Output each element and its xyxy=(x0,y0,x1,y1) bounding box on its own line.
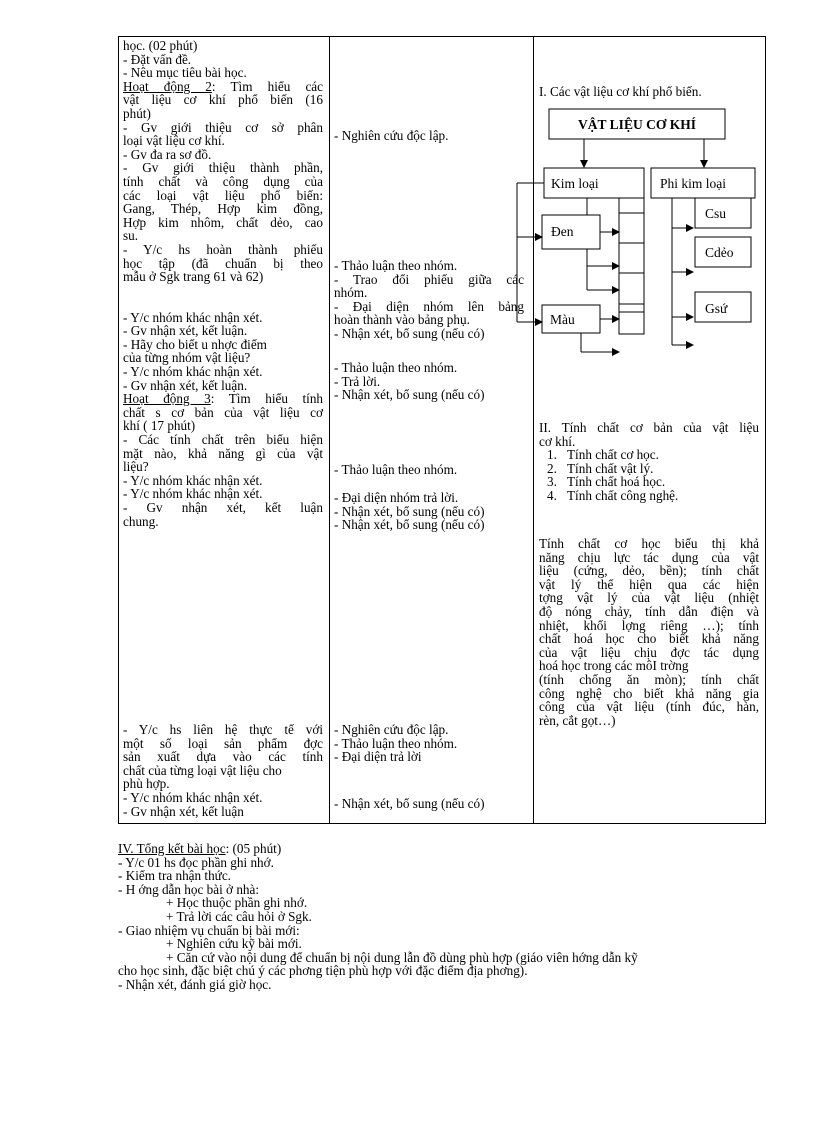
text-line: (tính chống ăn mòn); tính chất xyxy=(539,671,759,687)
text-line: + Trả lời các câu hỏi ở Sgk. xyxy=(166,908,312,924)
text-line: vật lý thể hiện qua các hiện xyxy=(539,576,759,592)
text-line: Hợp kim nhôm, chất dẻo, cao xyxy=(123,214,323,230)
text-line: - Y/c 01 hs đọc phần ghi nhớ. xyxy=(118,854,274,870)
activity-heading: Hoạt động 2: Tìm hiểu các xyxy=(123,78,324,94)
list-item: 2. Tính chất vật lý. xyxy=(547,460,654,476)
text-line: Gang, Thép, Hợp kim đồng, xyxy=(123,201,323,217)
text-line: - Nghiên cứu độc lập. xyxy=(334,722,449,737)
text-line: + Nghiên cứu kỹ bài mới. xyxy=(166,936,302,952)
text-line: - Gv nhận xét, kết luận. xyxy=(123,377,248,393)
properties-paragraph xyxy=(539,537,759,727)
text-line: - Đặt vấn đề. xyxy=(123,51,192,67)
text-line: - Nhận xét, bổ sung (nếu có) xyxy=(334,325,485,341)
list-item: 3. Tính chất hoá học. xyxy=(547,474,666,490)
text-line: nhiệt, khối lợng riêng …); tính xyxy=(539,617,759,633)
text-line: một số loại sản phẩm đợc xyxy=(123,735,323,751)
text-line: - Nhận xét, đánh giá giờ học. xyxy=(118,976,272,992)
text-line: - Đại diện nhóm trả lời. xyxy=(334,490,459,505)
text-line: chung. xyxy=(123,513,159,529)
text-line: Tính chất cơ học biểu thị khả xyxy=(539,536,759,551)
text-line: - Gv nhận xét, kết luận xyxy=(123,803,244,819)
text-line: - Hãy cho biết u nhợc điểm xyxy=(123,336,267,352)
text-line: khí ( 17 phút) xyxy=(123,418,196,434)
text-line: công của vật liệu (tính đúc, hàn, xyxy=(539,699,759,715)
text-line: - H ớng dẫn học bài ở nhà: xyxy=(118,881,260,897)
content-column xyxy=(539,37,759,823)
properties-section xyxy=(539,421,759,503)
section-heading: II. Tính chất cơ bản của vật liệu xyxy=(539,420,759,435)
properties-list xyxy=(539,448,759,502)
text-line: hoá học trong các môI trờng xyxy=(539,658,689,674)
text-line: - Nghiên cứu độc lập. xyxy=(334,128,449,143)
text-line: - Y/c nhóm khác nhận xét. xyxy=(123,472,263,488)
text-line: - Thảo luận theo nhóm. xyxy=(334,462,458,477)
csu-label: Csu xyxy=(705,206,727,221)
gsu-label: Gsứ xyxy=(705,301,728,316)
text-line: - Y/c nhóm khác nhận xét. xyxy=(123,486,263,502)
text-line: sản xuất dựa vào các tính xyxy=(123,749,323,765)
text-line: phút) xyxy=(123,105,151,121)
text-line: - Nhận xét, bổ sung (nếu có) xyxy=(334,796,485,811)
text-line: của vật liệu chịu đợc tác dụng xyxy=(539,644,759,660)
den-label: Đen xyxy=(551,224,574,239)
cdeo-label: Cdẻo xyxy=(705,245,734,260)
materials-diagram xyxy=(119,37,767,380)
text-line: - Trả lời. xyxy=(334,373,381,389)
list-item: 4. Tính chất công nghệ. xyxy=(547,487,679,503)
text-line: công nghệ cho biết khả năng gia xyxy=(539,685,759,701)
text-line: liệu? xyxy=(123,459,149,475)
text-line: - Trao đổi phiếu giữa các xyxy=(334,271,524,287)
text-line: các loại vật liệu phổ biến: xyxy=(123,187,323,203)
text-line: loại vật liệu cơ khí. xyxy=(123,133,225,149)
text-line: - Y/c hs hoàn thành phiếu xyxy=(123,241,323,257)
text-line: học. (02 phút) xyxy=(123,38,198,53)
text-line: - Gv nhận xét, kết luận xyxy=(123,500,323,515)
text-line: - Gv đa ra sơ đồ. xyxy=(123,146,212,162)
text-line: hoàn thành vào bảng phụ. xyxy=(334,312,470,328)
text-line: mẫu ở Sgk trang 61 và 62) xyxy=(123,269,264,285)
text-line: tính chất và công dụng của xyxy=(123,173,323,189)
text-line: độ nóng chảy, tính dẫn điện và xyxy=(539,603,759,619)
text-line: - Y/c nhóm khác nhận xét. xyxy=(123,789,263,805)
mau-label: Màu xyxy=(550,312,575,327)
text-line: - Y/c hs liên hệ thực tế với xyxy=(123,722,323,737)
diagram-root-label: VẬT LIỆU CƠ KHÍ xyxy=(578,117,696,132)
text-line: chất của từng loại vật liệu cho xyxy=(123,762,282,778)
text-line: - Nhận xét, bổ sung (nếu có) xyxy=(334,517,485,533)
text-line: - Y/c nhóm khác nhận xét. xyxy=(123,364,263,380)
text-line: - Nhận xét, bổ sung (nếu có) xyxy=(334,503,485,519)
text-line: - Nhận xét, bổ sung (nếu có) xyxy=(334,387,485,403)
phi-kim-loai-label: Phi kim loại xyxy=(660,176,727,191)
section-heading: I. Các vật liệu cơ khí phổ biến. xyxy=(539,84,702,99)
section-heading: cơ khí. xyxy=(539,433,576,449)
text-line: phù hợp. xyxy=(123,776,170,792)
lesson-table xyxy=(118,36,766,824)
text-line: - Thảo luận theo nhóm. xyxy=(334,735,458,751)
text-line: nhóm. xyxy=(334,285,368,301)
text-line: rèn, cắt gọt…) xyxy=(539,712,616,728)
text-line: mặt nào, khả năng gì của vật xyxy=(123,445,323,461)
text-line: - Giao nhiệm vụ chuẩn bị bài mới: xyxy=(118,922,300,938)
activity-heading: Hoạt động 3: Tìm hiểu tính xyxy=(123,391,324,407)
text-line: - Gv giới thiệu thành phần, xyxy=(123,160,323,176)
text-line: - Kiểm tra nhận thức. xyxy=(118,868,231,884)
text-line: tợng vật lý của vật liệu (nhiệt xyxy=(539,590,759,606)
den-subgroup xyxy=(619,198,644,312)
text-line: chất s cơ bản của vật liệu cơ xyxy=(123,404,323,420)
text-line: su. xyxy=(123,228,139,244)
text-line: - Đại diện trả lời xyxy=(334,749,422,765)
kim-loai-label: Kim loại xyxy=(551,176,599,191)
text-line: - Thảo luận theo nhóm. xyxy=(334,258,458,273)
teacher-activity-column-lower xyxy=(123,723,323,818)
text-line: vật liệu cơ khí phổ biến (16 xyxy=(123,92,323,108)
text-line: chất hoá học cho biết khả năng xyxy=(539,631,759,647)
list-item: 1. Tính chất cơ học. xyxy=(547,447,659,463)
text-line: - Y/c nhóm khác nhận xét. xyxy=(123,309,263,325)
text-line: - Đại diện nhóm lên bảng xyxy=(334,298,524,314)
text-line: liệu (cứng, dẻo, bền); tính chất xyxy=(539,563,759,579)
mau-subgroup xyxy=(619,304,644,334)
text-line: - Các tính chất trên biểu hiện xyxy=(123,432,323,448)
text-line: + Học thuộc phần ghi nhớ. xyxy=(166,895,308,911)
lesson-summary xyxy=(118,842,778,992)
text-line: + Căn cứ vào nội dung để chuẩn bị nội dung lẫn đồ dùng phù hợp (giáo viên hớng dẫn kỹ xyxy=(166,949,638,965)
text-line: năng chịu lực tác dụng của vật xyxy=(539,549,759,565)
text-line: học tập (đã chuẩn bị theo xyxy=(123,255,323,271)
text-line: - Gv giới thiệu cơ sở phân xyxy=(123,119,323,135)
text-line: cho học sinh, đặc biệt chú ý các phơng tiện phù hợp với đặc điểm địa phơng). xyxy=(118,963,528,979)
text-line: - Gv nhận xét, kết luận. xyxy=(123,323,248,339)
text-line: - Thảo luận theo nhóm. xyxy=(334,360,458,375)
text-line: của từng nhóm vật liệu? xyxy=(123,350,251,366)
summary-heading: IV. Tổng kết bài học: (05 phút) xyxy=(118,841,282,856)
text-line: - Nêu mục tiêu bài học. xyxy=(123,65,247,81)
